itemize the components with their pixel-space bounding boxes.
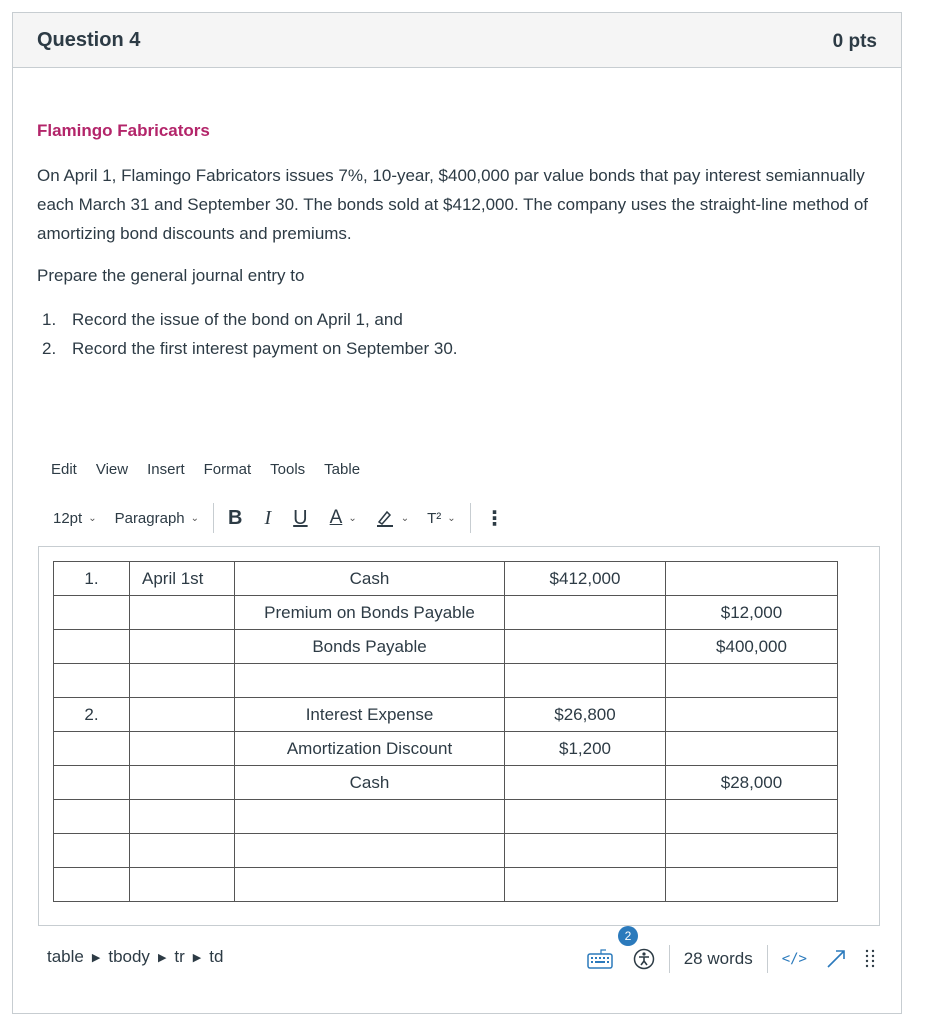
font-size-select[interactable]: 12pt ⌄ xyxy=(53,509,97,527)
debit-cell[interactable] xyxy=(505,800,666,834)
date-cell[interactable] xyxy=(130,868,235,902)
table-row xyxy=(54,664,838,698)
entry-number-cell[interactable] xyxy=(54,868,130,902)
table-row xyxy=(54,562,838,596)
table-row xyxy=(54,732,838,766)
question-header xyxy=(13,13,901,68)
entry-number-cell[interactable]: 1. xyxy=(54,562,130,596)
debit-cell[interactable] xyxy=(505,766,666,800)
table-row xyxy=(54,596,838,630)
entry-number-cell[interactable] xyxy=(54,596,130,630)
toolbar-divider xyxy=(213,503,214,533)
debit-cell[interactable] xyxy=(505,834,666,868)
block-format-select[interactable]: Paragraph ⌄ xyxy=(114,509,200,527)
element-path xyxy=(47,947,223,967)
question-card xyxy=(12,12,902,1014)
more-options-icon[interactable]: ⋮ xyxy=(484,507,505,530)
account-cell[interactable]: Premium on Bonds Payable xyxy=(235,596,505,630)
journal-table xyxy=(53,561,838,902)
credit-cell[interactable]: $12,000 xyxy=(666,596,838,630)
chevron-down-icon: ⌄ xyxy=(400,512,410,524)
status-divider xyxy=(669,945,670,973)
menu-edit[interactable]: Edit xyxy=(51,461,77,478)
credit-cell[interactable] xyxy=(666,698,838,732)
date-cell[interactable] xyxy=(130,800,235,834)
debit-cell[interactable]: $26,800 xyxy=(505,698,666,732)
account-cell[interactable] xyxy=(235,664,505,698)
menu-tools[interactable]: Tools xyxy=(270,461,306,478)
table-row xyxy=(54,766,838,800)
debit-cell[interactable] xyxy=(505,630,666,664)
html-editor-toggle[interactable]: </> xyxy=(781,951,807,967)
question-paragraph: On April 1, Flamingo Fabricators issues 7%, 10-year, $400,000 par value bonds that pay interest semiannually each March 31 and September 30. The bonds sold at $412,000. The company uses the straight-line method of amortizing bond discounts and premiums. xyxy=(37,166,869,243)
entry-number-cell[interactable] xyxy=(54,800,130,834)
menu-format[interactable]: Format xyxy=(203,461,252,478)
entry-number-cell[interactable] xyxy=(54,732,130,766)
toolbar-divider xyxy=(470,503,471,533)
entry-number-cell[interactable]: 2. xyxy=(54,698,130,732)
table-row xyxy=(54,800,838,834)
table-row xyxy=(54,868,838,902)
credit-cell[interactable]: $28,000 xyxy=(666,766,838,800)
date-cell[interactable] xyxy=(130,664,235,698)
credit-cell[interactable] xyxy=(666,732,838,766)
debit-cell[interactable]: $412,000 xyxy=(505,562,666,596)
path-tr[interactable]: tr xyxy=(174,947,185,966)
underline-button[interactable]: U xyxy=(293,506,308,529)
account-cell[interactable] xyxy=(235,868,505,902)
entry-number-cell[interactable] xyxy=(54,630,130,664)
account-cell[interactable] xyxy=(235,834,505,868)
rich-text-editor[interactable] xyxy=(38,546,880,926)
path-tbody[interactable]: tbody xyxy=(108,947,150,966)
date-cell[interactable] xyxy=(130,630,235,664)
editor-toolbar xyxy=(53,503,527,533)
date-cell[interactable]: April 1st xyxy=(130,562,235,596)
credit-cell[interactable]: $400,000 xyxy=(666,630,838,664)
path-table[interactable]: table xyxy=(47,947,84,966)
question-points: 0 pts xyxy=(832,31,877,52)
chevron-down-icon: ⌄ xyxy=(447,512,456,524)
chevron-down-icon: ⌄ xyxy=(88,512,97,524)
path-arrow-icon: ▶ xyxy=(157,951,167,964)
word-count[interactable]: 28 words xyxy=(683,949,753,968)
debit-cell[interactable] xyxy=(505,596,666,630)
credit-cell[interactable] xyxy=(666,868,838,902)
debit-cell[interactable] xyxy=(505,664,666,698)
menu-table[interactable]: Table xyxy=(324,461,361,478)
credit-cell[interactable] xyxy=(666,834,838,868)
date-cell[interactable] xyxy=(130,766,235,800)
keyboard-icon[interactable] xyxy=(587,949,613,969)
italic-button[interactable]: I xyxy=(264,506,272,529)
credit-cell[interactable] xyxy=(666,800,838,834)
account-cell[interactable] xyxy=(235,800,505,834)
entry-number-cell[interactable] xyxy=(54,834,130,868)
instruction-list xyxy=(37,305,458,363)
path-arrow-icon: ▶ xyxy=(192,951,202,964)
path-td[interactable]: td xyxy=(209,947,224,966)
account-cell[interactable]: Amortization Discount xyxy=(235,732,505,766)
status-bar-right xyxy=(587,941,875,977)
debit-cell[interactable]: $1,200 xyxy=(505,732,666,766)
credit-cell[interactable] xyxy=(666,664,838,698)
text-color-button[interactable]: A ⌄ xyxy=(329,507,357,528)
table-row xyxy=(54,834,838,868)
date-cell[interactable] xyxy=(130,596,235,630)
highlight-color-button[interactable] xyxy=(375,508,409,528)
date-cell[interactable] xyxy=(130,732,235,766)
account-cell[interactable]: Bonds Payable xyxy=(235,630,505,664)
table-row xyxy=(54,698,838,732)
list-item: 2. Record the first interest payment on September 30. xyxy=(42,339,458,358)
date-cell[interactable] xyxy=(130,698,235,732)
superscript-button[interactable]: T² ⌄ xyxy=(427,509,456,527)
account-cell[interactable]: Cash xyxy=(235,562,505,596)
highlighter-icon xyxy=(375,508,395,528)
resize-handle-icon[interactable] xyxy=(865,948,875,970)
chevron-down-icon: ⌄ xyxy=(348,512,357,524)
credit-cell[interactable] xyxy=(666,562,838,596)
entry-number-cell[interactable] xyxy=(54,664,130,698)
menu-insert[interactable]: Insert xyxy=(147,461,185,478)
status-divider xyxy=(767,945,768,973)
menu-view[interactable]: View xyxy=(95,461,129,478)
entry-number-cell[interactable] xyxy=(54,766,130,800)
account-cell[interactable]: Interest Expense xyxy=(235,698,505,732)
question-title: Question 4 xyxy=(37,29,141,51)
fullscreen-icon[interactable] xyxy=(825,948,847,970)
debit-cell[interactable] xyxy=(505,868,666,902)
table-row xyxy=(54,630,838,664)
company-heading: Flamingo Fabricators xyxy=(37,121,210,140)
chevron-down-icon: ⌄ xyxy=(190,512,200,524)
date-cell[interactable] xyxy=(130,834,235,868)
accessibility-badge: 2 xyxy=(618,926,638,946)
bold-button[interactable]: B xyxy=(228,506,243,529)
path-arrow-icon: ▶ xyxy=(91,951,101,964)
list-item: 1. Record the issue of the bond on April 1, and xyxy=(42,310,403,329)
instruction-text: Prepare the general journal entry to xyxy=(37,266,305,285)
accessibility-icon[interactable] xyxy=(633,948,655,970)
account-cell[interactable]: Cash xyxy=(235,766,505,800)
editor-menubar xyxy=(51,461,379,478)
